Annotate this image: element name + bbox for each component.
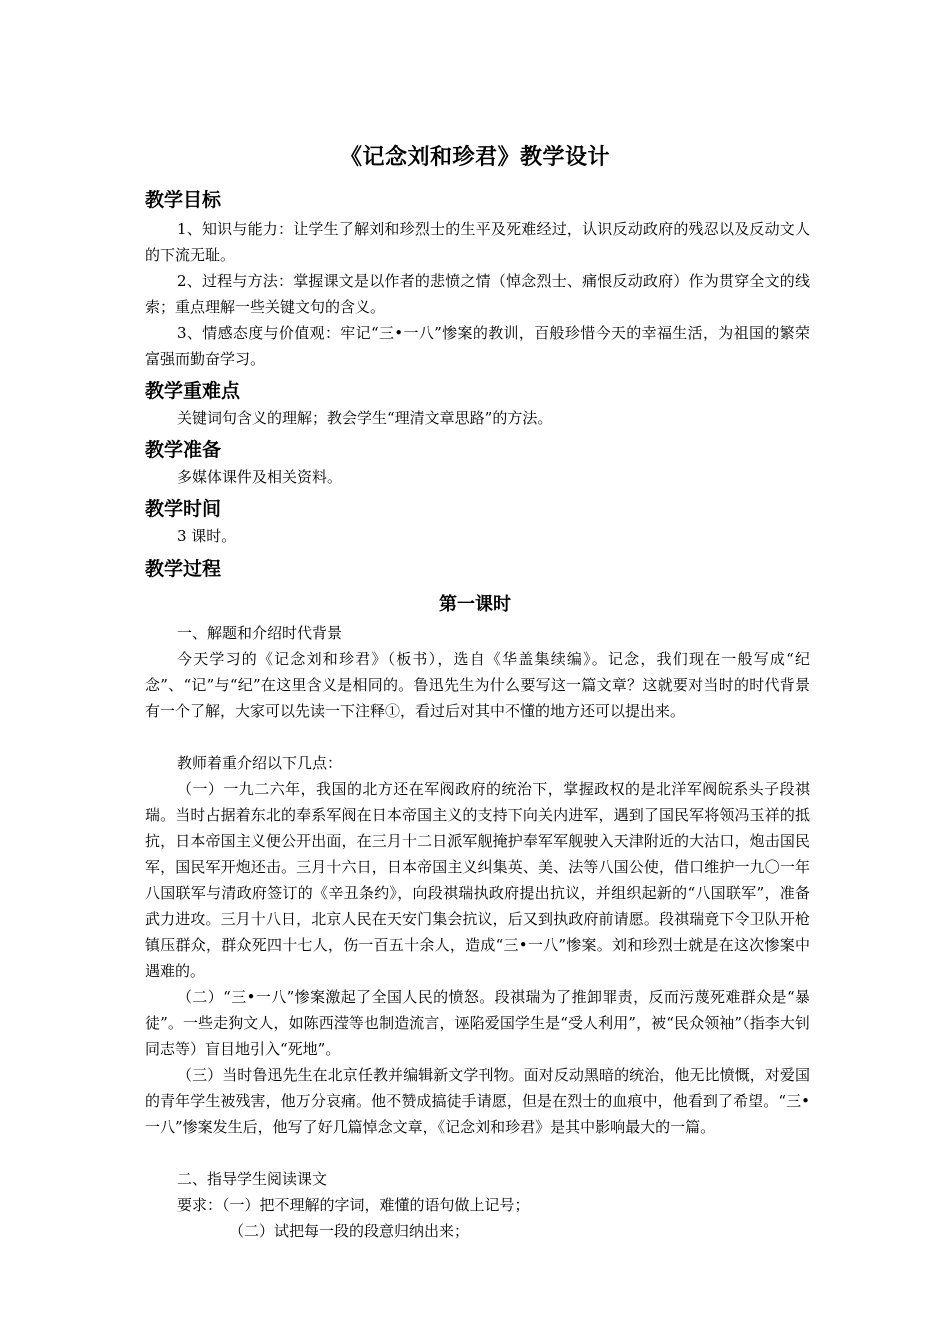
heading-process: 教学过程 xyxy=(145,558,222,580)
objective-item-1: 1、知识与能力：让学生了解刘和珍烈士的生平及死难经过，认识反动政府的残忍以及反动文人的下流无耻。 xyxy=(145,220,810,264)
heading-key-points: 教学重难点 xyxy=(145,380,241,402)
background-point-3: （三）当时鲁迅先生在北京任教并编辑新文学刊物。面对反动黑暗的统治，他无比愤慨，对爱国的青年学生被残害，他万分哀痛。他不赞成搞徒手请愿，但是在烈士的血痕中，他看到了希望。“三•一八”惨案发生后，他写了好几篇悼念文章，《记念刘和珍君》是其中影响最大的一篇。 xyxy=(145,1066,810,1136)
requirement-1: 要求：（一）把不理解的字词，难懂的语句做上记号； xyxy=(177,1196,530,1214)
objective-item-3: 3、情感态度与价值观：牢记“三•一八”惨案的教训，百般珍惜今天的幸福生活，为祖国的繁荣富强而勤奋学习。 xyxy=(145,324,810,368)
key-points-text: 关键词句含义的理解；教会学生“理清文章思路”的方法。 xyxy=(177,409,553,427)
background-point-2: （二）“三•一八”惨案激起了全国人民的愤怒。段祺瑞为了推卸罪责，反而污蔑死难群众是“暴徒”。一些走狗文人，如陈西滢等也制造流言，诬陷爱国学生是“受人利用”，被“民众领袖”（指李大钊同志等）盲目地引入“死地”。 xyxy=(145,988,810,1058)
teacher-intro: 教师着重介绍以下几点： xyxy=(177,754,343,772)
heading-objectives: 教学目标 xyxy=(145,189,222,211)
requirement-2: （二）试把每一段的段意归纳出来； xyxy=(229,1222,470,1240)
background-point-1: （一）一九二六年，我国的北方还在军阀政府的统治下，掌握政权的是北洋军阀皖系头子段祺瑞。当时占据着东北的奉系军阀在日本帝国主义的支持下向关内进军，遇到了国民军将领冯玉祥的抵抗，日本帝国主义便公开出面，在三月十二日派军舰掩护奉军军舰驶入天津附近的大沽口，炮击国民军，国民军开炮还击。三月十六日，日本帝国主义纠集英、美、法等八国公使，借口维护一九〇一年八国联军与清政府签订的《辛丑条约》，向段祺瑞执政府提出抗议，并组织起新的“八国联军”，准备武力进攻。三月十八日，北京人民在天安门集会抗议，后又到执政府前请愿。段祺瑞竟下令卫队开枪镇压群众，群众死四十七人，伤一百五十余人，造成“三•一八”惨案。刘和珍烈士就是在这次惨案中遇难的。 xyxy=(145,780,810,980)
document-title: 《记念刘和珍君》教学设计 xyxy=(339,145,610,170)
part1-paragraph: 今天学习的《记念刘和珍君》（板书），选自《华盖集续编》。记念，我们现在一般写成“纪念”、“记”与“纪”在这里含义是相同的。鲁迅先生为什么要写这一篇文章？这就要对当时的时代背景有一个了解，大家可以先读一下注释①，看过后对其中不懂的地方还可以提出来。 xyxy=(145,650,810,720)
preparation-text: 多媒体课件及相关资料。 xyxy=(177,468,343,486)
heading-preparation: 教学准备 xyxy=(145,439,222,461)
objective-item-2: 2、过程与方法：掌握课文是以作者的悲愤之情（悼念烈士、痛恨反动政府）作为贯穿全文的线索；重点理解一些关键文句的含义。 xyxy=(145,272,810,316)
part1-heading: 一、解题和介绍时代背景 xyxy=(177,624,343,642)
lesson-title: 第一课时 xyxy=(439,594,511,615)
heading-time: 教学时间 xyxy=(145,498,222,520)
part2-heading: 二、指导学生阅读课文 xyxy=(177,1170,328,1188)
time-text: 3 课时。 xyxy=(177,527,237,545)
